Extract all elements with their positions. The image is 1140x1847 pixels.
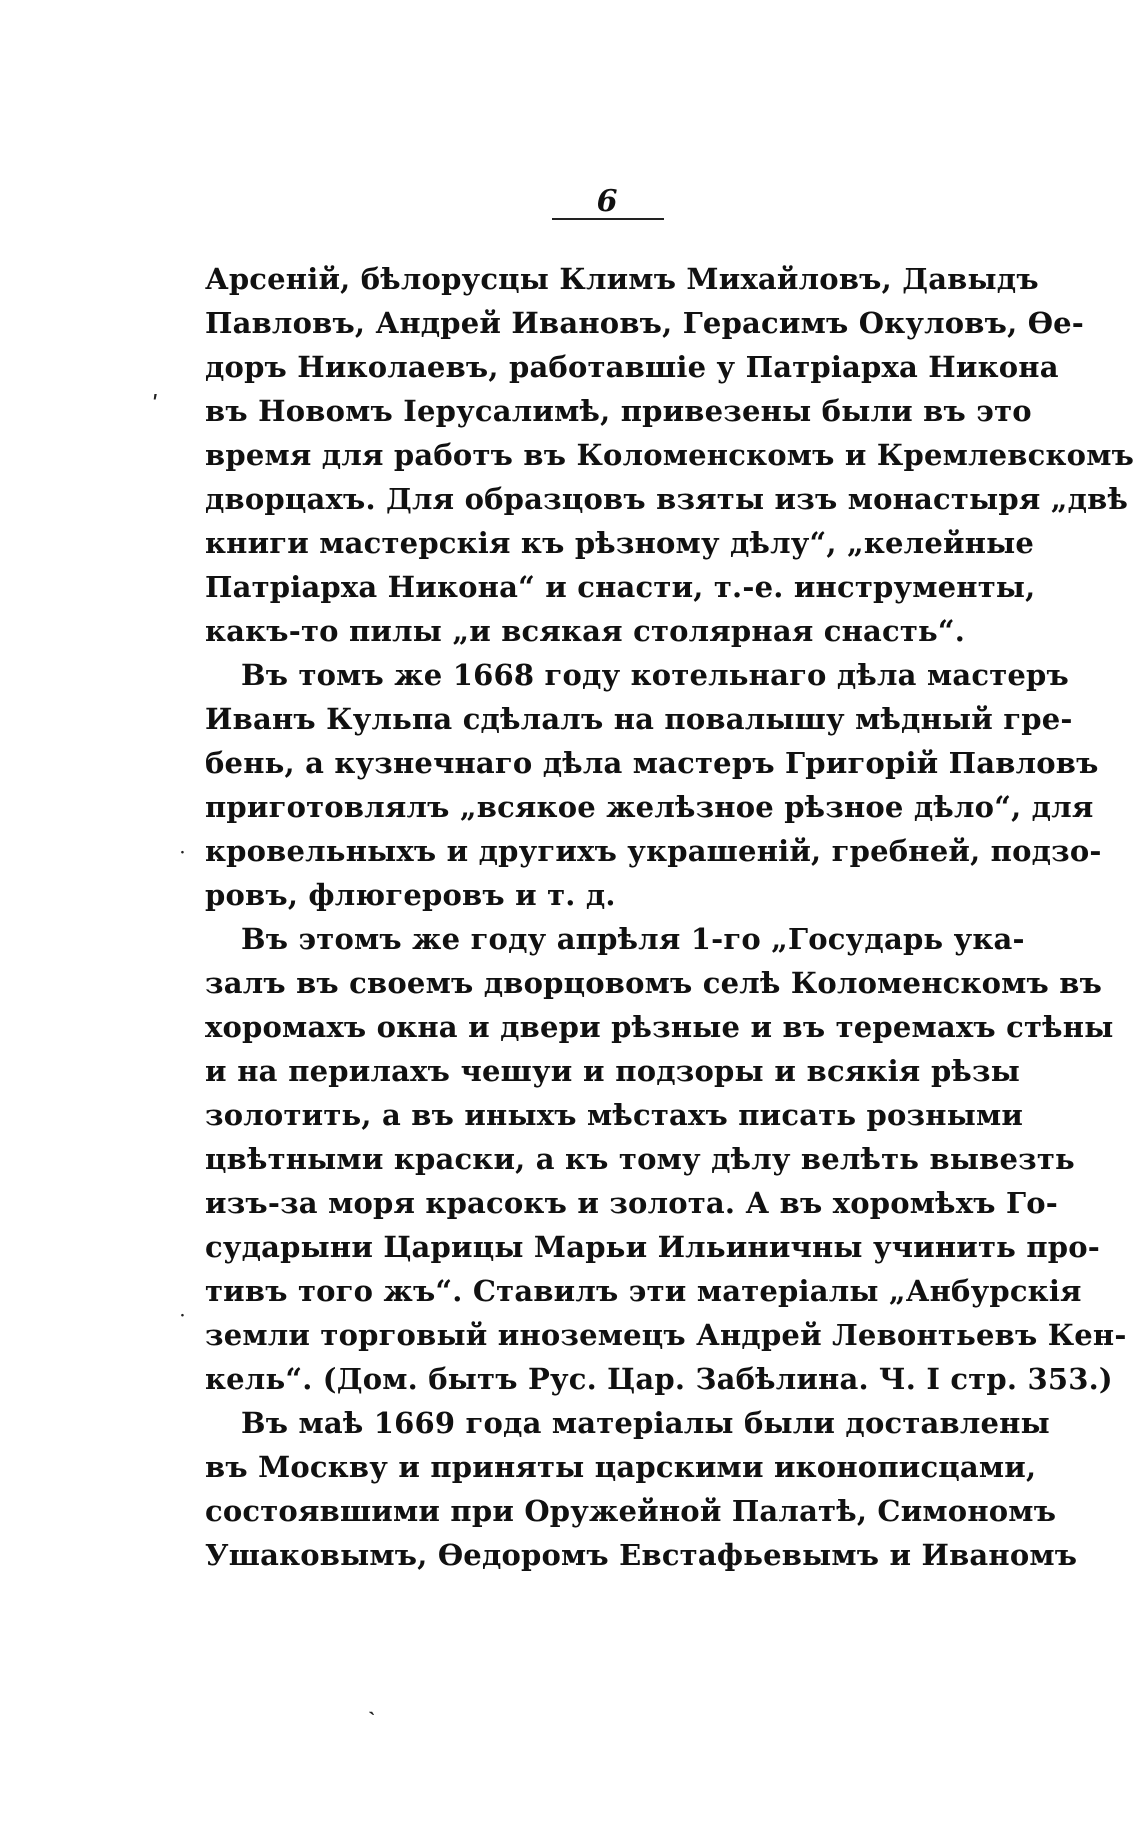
text-line: сударыни Царицы Марьи Ильиничны учинить про- [205, 1230, 1101, 1264]
text-line: Иванъ Кульпа сдѣлалъ на повалышу мѣдный гре- [205, 702, 1073, 736]
text-line: Арсеній, бѣлорусцы Климъ Михайловъ, Давыдъ [205, 262, 1039, 296]
paragraph-3 [205, 917, 1127, 1401]
text-line: Въ томъ же 1668 году котельнаго дѣла мастеръ [241, 658, 1069, 692]
text-line: книги мастерскія къ рѣзному дѣлу“, „келейные [205, 526, 1035, 560]
text-line: Въ маѣ 1669 года матеріалы были доставлены [241, 1406, 1050, 1440]
text-line: Въ этомъ же году апрѣля 1-го „Государь ука- [241, 922, 1025, 956]
text-line: хоромахъ окна и двери рѣзные и въ теремахъ стѣны [205, 1010, 1114, 1044]
text-line: дворцахъ. Для образцовъ взяты изъ монастыря „двѣ [205, 482, 1129, 516]
text-line: въ Москву и приняты царскими иконописцами, [205, 1450, 1037, 1484]
print-speck: ˎ [368, 1690, 376, 1716]
text-line: кель“. (Дом. бытъ Рус. Цар. Забѣлина. Ч. I стр. 353.) [205, 1362, 1113, 1396]
text-line: Павловъ, Андрей Ивановъ, Герасимъ Окуловъ, Ѳе- [205, 306, 1085, 340]
text-line: въ Новомъ Іерусалимѣ, привезены были въ это [205, 394, 1032, 428]
text-line: Ушаковымъ, Ѳедоромъ Евстафьевымъ и Иваномъ [205, 1538, 1078, 1572]
print-speck: · [180, 1308, 185, 1324]
paragraph-1 [205, 257, 1135, 653]
text-line: приготовлялъ „всякое желѣзное рѣзное дѣло“, для [205, 790, 1094, 824]
page-number-rule [552, 218, 664, 220]
text-line: состоявшими при Оружейной Палатѣ, Симономъ [205, 1494, 1057, 1528]
text-line: бень, а кузнечнаго дѣла мастеръ Григорій Павловъ [205, 746, 1099, 780]
print-speck: ʹ [152, 392, 159, 418]
page-number: 6 [596, 184, 618, 219]
text-line: время для работъ въ Коломенскомъ и Кремлевскомъ [205, 438, 1135, 472]
text-line: земли торговый иноземецъ Андрей Левонтьевъ Кен- [205, 1318, 1127, 1352]
text-line: какъ-то пилы „и всякая столярная снасть“. [205, 614, 966, 648]
text-line: цвѣтными краски, а къ тому дѣлу велѣть вывезть [205, 1142, 1075, 1176]
text-line: Патріарха Никона“ и снасти, т.-е. инструменты, [205, 570, 1036, 604]
text-line: изъ-за моря красокъ и золота. А въ хоромѣхъ Го- [205, 1186, 1058, 1220]
text-line: тивъ того жъ“. Ставилъ эти матеріалы „Анбурскія [205, 1274, 1082, 1308]
text-line: золотить, а въ иныхъ мѣстахъ писать розными [205, 1098, 1024, 1132]
body-text [205, 257, 1135, 1577]
text-line: ровъ, флюгеровъ и т. д. [205, 878, 616, 912]
paragraph-2 [205, 653, 1102, 917]
text-line: и на перилахъ чешуи и подзоры и всякія рѣзы [205, 1054, 1020, 1088]
paragraph-4 [205, 1401, 1078, 1577]
text-line: залъ въ своемъ дворцовомъ селѣ Коломенскомъ въ [205, 966, 1103, 1000]
print-speck: · [180, 845, 185, 861]
text-line: кровельныхъ и другихъ украшеній, гребней, подзо- [205, 834, 1102, 868]
text-line: доръ Николаевъ, работавшіе у Патріарха Никона [205, 350, 1059, 384]
